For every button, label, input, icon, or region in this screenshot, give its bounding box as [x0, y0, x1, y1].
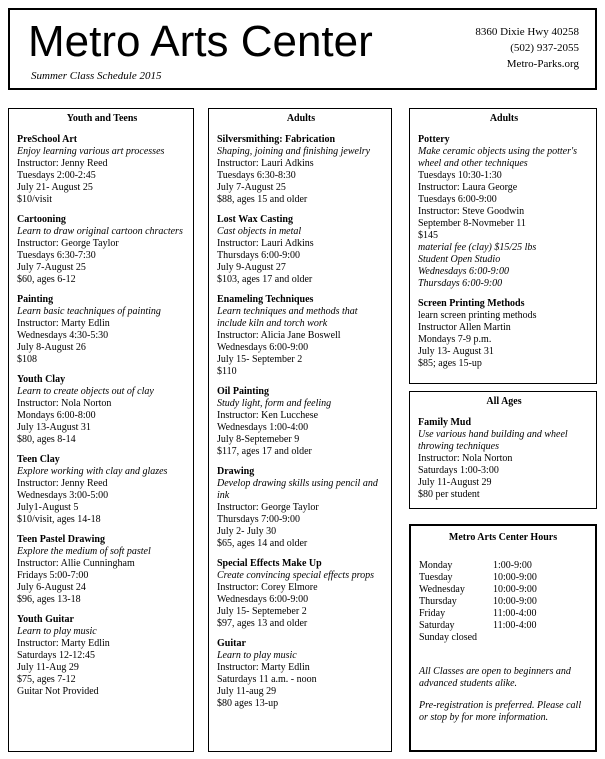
course-line: Instructor: George Taylor [17, 238, 119, 249]
course-description: Develop drawing skills using pencil and ink [217, 478, 378, 501]
course-line: Instructor: George Taylor [217, 502, 319, 513]
course-line: Tuesdays 6:30-7:30 [17, 250, 96, 261]
course-line: Saturdays 11 a.m. - noon [217, 674, 317, 685]
course-line: Wednesdays 1:00-4:00 [217, 422, 309, 433]
course-item [217, 294, 385, 378]
course-line: $80 per student [418, 489, 480, 500]
course-item [17, 614, 187, 698]
course-line: September 8-Novmeber 11 [418, 218, 526, 229]
course-line: July 9-August 27 [217, 262, 286, 273]
course-description: Explore the medium of soft pastel [17, 546, 151, 557]
course-description: Create convincing special effects props [217, 570, 374, 581]
course-line: July 13-August 31 [17, 422, 91, 433]
section-heading: All Ages [486, 396, 522, 407]
course-line: July 8-Septemeber 9 [217, 434, 300, 445]
course-title: Teen Clay [17, 454, 60, 465]
course-line: Instructor: Corey Elmore [217, 582, 318, 593]
course-title: Family Mud [418, 417, 472, 428]
course-description: Learn basic teachniques of painting [17, 306, 161, 317]
course-line: Saturdays 1:00-3:00 [418, 465, 499, 476]
course-line: Instructor: Nola Norton [418, 453, 513, 464]
course-item [17, 454, 187, 526]
course-line: Instructor: Marty Edlin [217, 662, 310, 673]
course-line: Mondays 6:00-8:00 [17, 410, 96, 421]
phone: (502) 937-2055 [510, 42, 579, 54]
course-title: Pottery [418, 134, 450, 145]
course-line: $88, ages 15 and older [217, 194, 308, 205]
course-description: Enjoy learning various art processes [17, 146, 165, 157]
course-title: Guitar [217, 638, 246, 649]
section-heading: Adults [489, 113, 519, 124]
course-pottery [418, 134, 590, 290]
course-line: July 6-August 24 [17, 582, 86, 593]
contact-info [475, 24, 579, 72]
hours-note-registration: Pre-registration is preferred. Please call or stop by for more information. [419, 700, 582, 723]
hours-day: Tuesday [419, 572, 453, 583]
course-line: July1-August 5 [17, 502, 79, 513]
course-line: $96, ages 13-18 [17, 594, 81, 605]
course-line: Wednesdays 3:00-5:00 [17, 490, 109, 501]
course-title: Youth Guitar [17, 614, 74, 625]
course-line: $80, ages 8-14 [17, 434, 76, 445]
course-description: Learn to play music [217, 650, 297, 661]
course-item [17, 134, 187, 206]
course-line: Thursdays 6:00-9:00 [418, 278, 503, 289]
course-line: $110 [217, 366, 237, 377]
course-line: July 7-August 25 [17, 262, 86, 273]
course-line: Instructor: Jenny Reed [17, 478, 108, 489]
course-line: Instructor: Lauri Adkins [217, 158, 314, 169]
course-line: Instructor: Nola Norton [17, 398, 112, 409]
course-line: $75, ages 7-12 [17, 674, 76, 685]
hours-row [419, 572, 587, 584]
course-line: $60, ages 6-12 [17, 274, 76, 285]
course-line: Tuesdays 2:00-2:45 [17, 170, 96, 181]
hours-row [419, 620, 587, 632]
hours-note-beginners: All Classes are open to beginners and advanced students alike. [419, 666, 571, 689]
course-item [217, 466, 385, 550]
course-item [217, 134, 385, 206]
section-heading: Youth and Teens [66, 113, 138, 124]
course-description: Make ceramic objects using the potter's wheel and other techniques [418, 146, 578, 169]
course-description: Cast objects in metal [217, 226, 302, 237]
course-line: Wednesdays 6:00-9:00 [418, 266, 510, 277]
hours-day: Wednesday [419, 584, 465, 595]
course-description: Learn to draw original cartoon chracters [17, 226, 183, 237]
adults-box [208, 108, 392, 752]
course-line: $97, ages 13 and older [217, 618, 308, 629]
course-description: Learn to create objects out of clay [17, 386, 154, 397]
course-line: $65, ages 14 and older [217, 538, 308, 549]
course-line: $85; ages 15-up [418, 358, 482, 369]
course-line: Instructor Allen Martin [418, 322, 511, 333]
course-title: Special Effects Make Up [217, 558, 322, 569]
course-line: July 21- August 25 [17, 182, 93, 193]
course-screen-printing [418, 298, 590, 370]
course-line: Wednesdays 6:00-9:00 [217, 594, 309, 605]
hours-time: 10:00-9:00 [493, 596, 537, 607]
course-title: Screen Printing Methods [418, 298, 525, 309]
address: 8360 Dixie Hwy 40258 [475, 26, 579, 38]
course-title: Teen Pastel Drawing [17, 534, 105, 545]
hours-row [419, 608, 587, 620]
course-line: learn screen printing methods [418, 310, 537, 321]
section-heading: Adults [286, 113, 316, 124]
course-line: Thursdays 7:00-9:00 [217, 514, 301, 525]
course-line: Wednesdays 4:30-5:30 [17, 330, 109, 341]
youth-teens-box [8, 108, 194, 752]
hours-row [419, 596, 587, 608]
course-line: Instructor: Alicia Jane Boswell [217, 330, 341, 341]
course-line: July 15- September 2 [217, 354, 303, 365]
course-title: Lost Wax Casting [217, 214, 293, 225]
course-title: PreSchool Art [17, 134, 78, 145]
course-line: $10/visit, ages 14-18 [17, 514, 101, 525]
course-line: Wednesdays 6:00-9:00 [217, 342, 309, 353]
hours-row [419, 560, 587, 572]
course-line: $80 ages 13-up [217, 698, 279, 709]
course-line: Mondays 7-9 p.m. [418, 334, 492, 345]
hours-time: 10:00-9:00 [493, 584, 537, 595]
course-item [217, 386, 385, 458]
course-line: Instructor: Ken Lucchese [217, 410, 319, 421]
hours-time: 10:00-9:00 [493, 572, 537, 583]
course-line: Tuesdays 6:30-8:30 [217, 170, 296, 181]
hours-day: Friday [419, 608, 446, 619]
course-item [17, 214, 187, 286]
course-line: $103, ages 17 and older [217, 274, 313, 285]
course-title: Youth Clay [17, 374, 66, 385]
course-description: Learn techniques and methods that include kiln and torch work [217, 306, 358, 329]
course-line: $108 [17, 354, 37, 365]
course-item [17, 534, 187, 606]
course-line: Instructor: Marty Edlin [17, 638, 110, 649]
page-header [8, 8, 597, 90]
page-title: Metro Arts Center [28, 17, 373, 66]
all-ages-box [409, 391, 597, 509]
course-title: Painting [17, 294, 54, 305]
course-line: July 2- July 30 [217, 526, 277, 537]
course-item [17, 374, 187, 446]
course-description: Shaping, joining and finishing jewelry [217, 146, 371, 157]
course-line: July 11-Aug 29 [17, 662, 79, 673]
course-line: $145 [418, 230, 438, 241]
hours-time: 11:00-4:00 [493, 608, 537, 619]
course-line: July 8-August 26 [17, 342, 86, 353]
course-line: Instructor: Laura George [418, 182, 518, 193]
hours-day: Monday [419, 560, 453, 571]
hours-list [419, 560, 587, 632]
course-line: July 7-August 25 [217, 182, 286, 193]
website: Metro-Parks.org [506, 58, 579, 70]
course-line: Fridays 5:00-7:00 [17, 570, 89, 581]
hours-time: 11:00-4:00 [493, 620, 537, 631]
course-description: Study light, form and feeling [217, 398, 332, 409]
course-line: Tuesdays 6:00-9:00 [418, 194, 497, 205]
hours-time: 1:00-9:00 [493, 560, 532, 571]
hours-row [419, 584, 587, 596]
course-item [17, 294, 187, 366]
adults-box-2 [409, 108, 597, 384]
course-description: Explore working with clay and glazes [17, 466, 168, 477]
course-line: Saturdays 12-12:45 [17, 650, 96, 661]
course-title: Silversmithing: Fabrication [217, 134, 336, 145]
sunday-hours: Sunday closed [419, 632, 478, 643]
course-line: $117, ages 17 and older [217, 446, 312, 457]
course-list [17, 134, 187, 698]
hours-box [409, 524, 597, 752]
course-line: July 11-aug 29 [217, 686, 277, 697]
course-line: July 11-August 29 [418, 477, 492, 488]
course-title: Enameling Techniques [217, 294, 314, 305]
course-line: Instructor: Lauri Adkins [217, 238, 314, 249]
page-subtitle: Summer Class Schedule 2015 [31, 70, 162, 82]
course-line: Student Open Studio [418, 254, 501, 265]
course-title: Cartooning [17, 214, 66, 225]
course-item [217, 638, 385, 710]
course-family-mud [418, 417, 590, 501]
course-line: Guitar Not Provided [17, 686, 99, 697]
course-list [217, 134, 385, 710]
course-line: Instructor: Allie Cunningham [17, 558, 135, 569]
course-line: Instructor: Marty Edlin [17, 318, 110, 329]
course-line: Thursdays 6:00-9:00 [217, 250, 301, 261]
course-line: Instructor: Jenny Reed [17, 158, 108, 169]
course-description: Use various hand building and wheel throwing techniques [418, 429, 568, 452]
hours-day: Thursday [419, 596, 457, 607]
course-title: Drawing [217, 466, 255, 477]
course-line: $10/visit [17, 194, 53, 205]
course-title: Oil Painting [217, 386, 269, 397]
course-item [217, 214, 385, 286]
course-line: Instructor: Steve Goodwin [418, 206, 525, 217]
course-description: Learn to play music [17, 626, 97, 637]
hours-day: Saturday [419, 620, 455, 631]
section-heading: Metro Arts Center Hours [448, 532, 558, 543]
course-line: July 13- August 31 [418, 346, 494, 357]
course-item [217, 558, 385, 630]
course-line: Tuesdays 10:30-1:30 [418, 170, 502, 181]
course-line: July 15- Septemeber 2 [217, 606, 307, 617]
course-line: material fee (clay) $15/25 lbs [418, 242, 537, 253]
